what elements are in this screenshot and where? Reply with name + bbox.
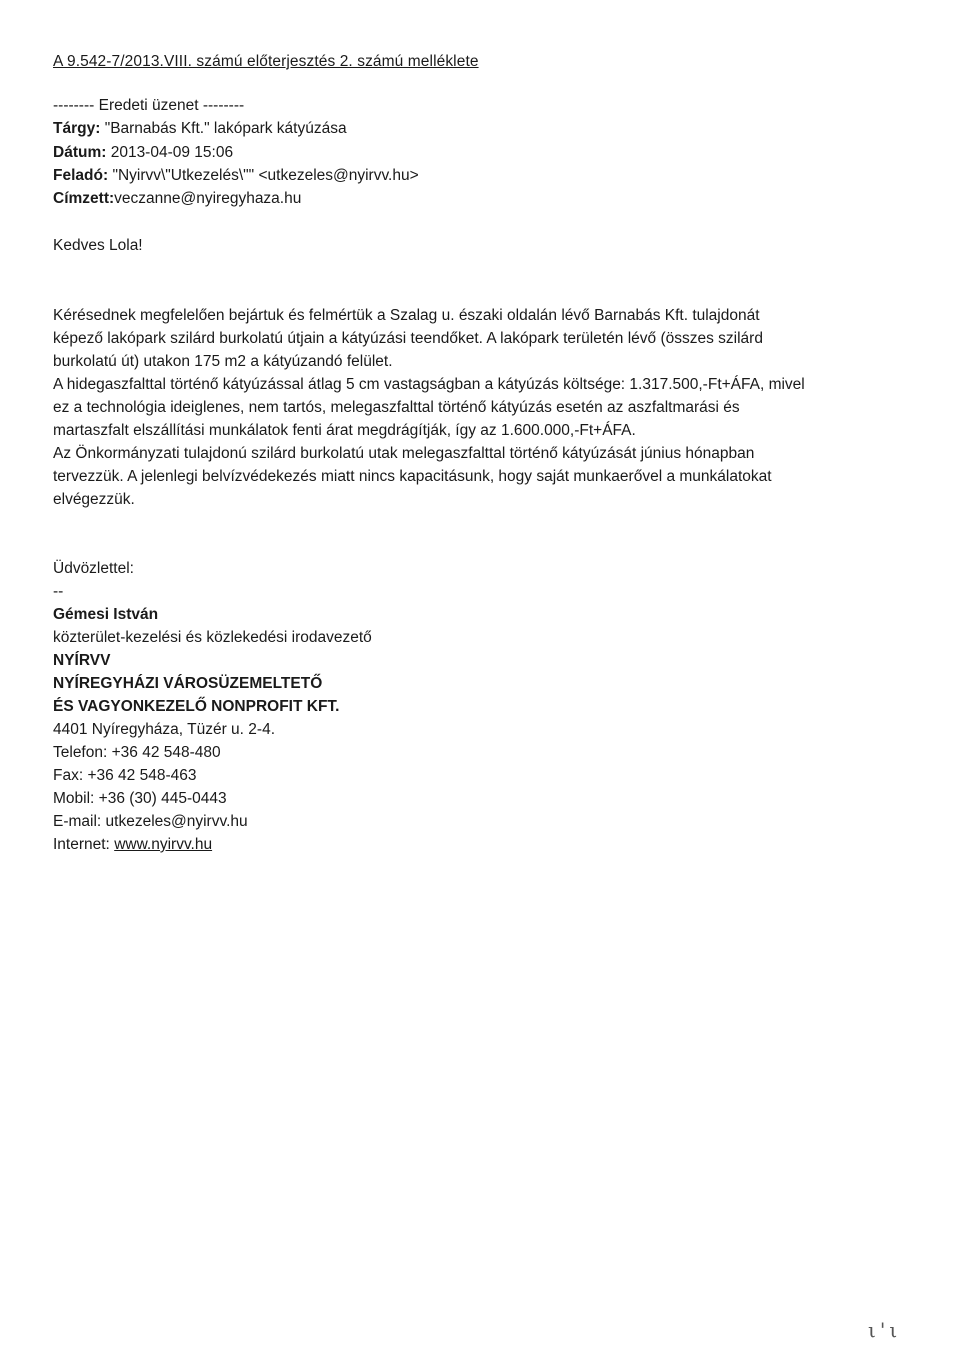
handwritten-page-mark: ι'ι <box>868 1318 902 1342</box>
signature-name: Gémesi István <box>53 606 159 623</box>
date-label: Dátum: <box>53 144 107 161</box>
body-line: martaszfalt elszállítási munkálatok fenti árat megdrágítják, így az 1.600.000,-Ft+ÁFA. <box>53 422 636 439</box>
signature-dash: -- <box>53 583 64 600</box>
greeting: Kedves Lola! <box>53 237 143 254</box>
body-line: tervezzük. A jelenlegi belvízvédekezés miatt nincs kapacitásunk, hogy saját munkaerővel a munkálatokat <box>53 468 772 485</box>
date-value: 2013-04-09 15:06 <box>110 144 234 161</box>
from-label: Feladó: <box>53 167 109 184</box>
email-from-row <box>53 166 419 186</box>
body-line: Az Önkormányzati tulajdonú szilárd burkolatú utak melegaszfalttal történő kátyúzását június hónapban <box>53 445 755 462</box>
attachment-header-note: A 9.542-7/2013.VIII. számú előterjesztés 2. számú melléklete <box>53 53 479 70</box>
internet-label: Internet: <box>53 836 115 853</box>
body-line: ez a technológia ideiglenes, nem tartós, melegaszfalttal történő kátyúzás esetén az aszfaltmarási és <box>53 399 740 416</box>
body-line: A hidegaszfalttal történő kátyúzással átlag 5 cm vastagságban a kátyúzás költsége: 1.317.500,-Ft+ÁFA, mivel <box>53 376 805 393</box>
from-value: "Nyirvv\"Utkezelés\"" <utkezeles@nyirvv.hu> <box>112 167 419 184</box>
to-value: veczanne@nyiregyhaza.hu <box>114 190 302 207</box>
signature-title: közterület-kezelési és közlekedési irodavezető <box>53 629 372 646</box>
signature-fax: Fax: +36 42 548-463 <box>53 767 197 784</box>
closing: Üdvözlettel: <box>53 560 134 577</box>
signature-mobile: Mobil: +36 (30) 445-0443 <box>53 790 227 807</box>
internet-link[interactable]: www.nyirvv.hu <box>114 836 213 853</box>
signature-address: 4401 Nyíregyháza, Tüzér u. 2-4. <box>53 721 276 738</box>
body-line: elvégezzük. <box>53 491 135 508</box>
original-message-separator: -------- Eredeti üzenet -------- <box>53 97 245 114</box>
signature-org-short: NYÍRVV <box>53 652 111 669</box>
signature-org-line1: NYÍREGYHÁZI VÁROSÜZEMELTETŐ <box>53 675 323 692</box>
subject-value: "Barnabás Kft." lakópark kátyúzása <box>104 120 347 137</box>
signature-internet-row <box>53 835 212 855</box>
body-line: burkolatú út) utakon 175 m2 a kátyúzandó felület. <box>53 353 393 370</box>
body-line: képező lakópark szilárd burkolatú útjain a kátyúzási teendőket. A lakópark területén lévő (összes szilárd <box>53 330 763 347</box>
email-date-row <box>53 143 233 163</box>
to-label: Címzett: <box>53 190 115 207</box>
signature-email: E-mail: utkezeles@nyirvv.hu <box>53 813 248 830</box>
body-line: Kérésednek megfelelően bejártuk és felmértük a Szalag u. északi oldalán lévő Barnabás Kft. tulajdonát <box>53 307 760 324</box>
signature-org-line2: ÉS VAGYONKEZELŐ NONPROFIT KFT. <box>53 698 340 715</box>
signature-phone: Telefon: +36 42 548-480 <box>53 744 221 761</box>
email-subject-row <box>53 119 347 139</box>
email-to-row <box>53 189 301 209</box>
subject-label: Tárgy: <box>53 120 101 137</box>
